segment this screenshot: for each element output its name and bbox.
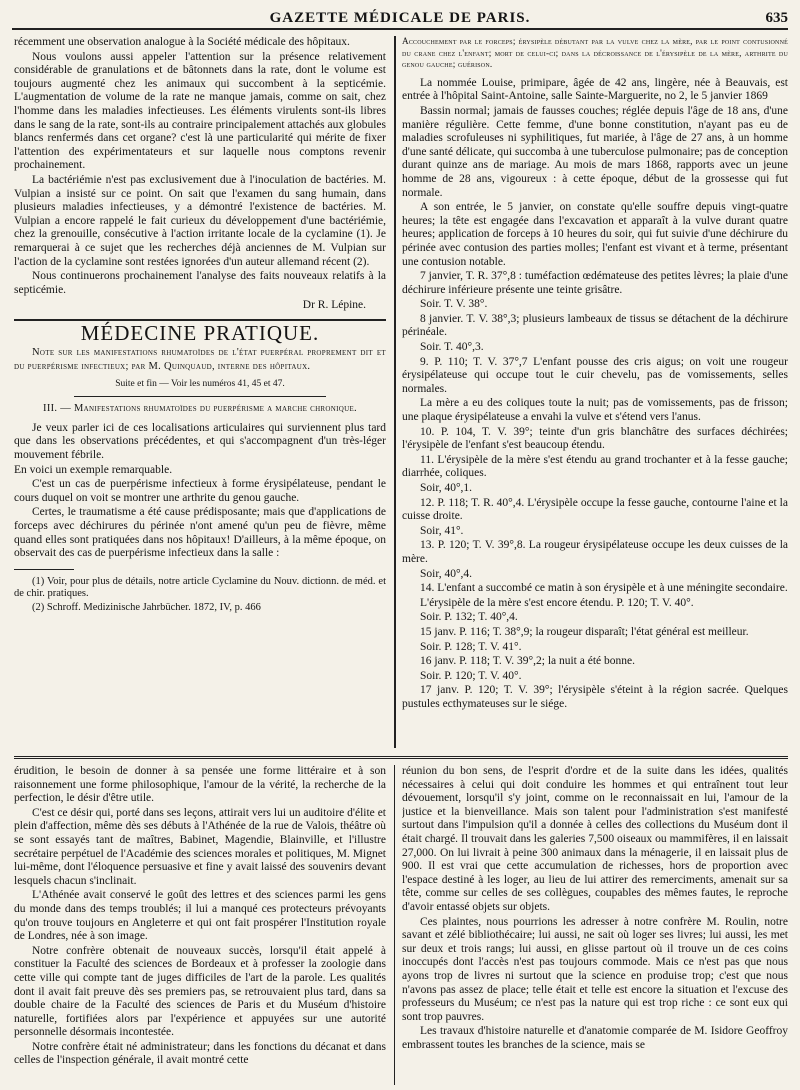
section-title: MÉDECINE PRATIQUE. bbox=[80, 320, 320, 345]
bottom-right-column bbox=[402, 765, 788, 1087]
paragraph: A son entrée, le 5 janvier, on constate qu'elle souffre depuis vingt-quatre heures; la tête est engagée dans l'excavation et apparaît à la vulve durant quatre heures; application de forceps à 10 heures du soir, qui fut suivie d'une déchirure du périnée avec contusion des parties molles; l'enfant est vivant et à terme, présentant une contusion notable. bbox=[402, 201, 788, 268]
case-heading: Accouchement par le forceps; érysipèle débutant par la vulve chez la mère, par le point contusionné du crane chez l'enfant; mort de celui-ci; dans la décroissance de l'érysipèle de la mère, arthrite du genou gauche; guérison. bbox=[402, 36, 788, 70]
part-title: III. — Manifestations rhumatoïdes du puerpérisme a marche chronique. bbox=[43, 403, 357, 415]
paragraph: 13. P. 120; T. V. 39°,8. La rougeur érysipélateuse occupe les deux cuisses de la mère. bbox=[402, 539, 788, 565]
paragraph: C'est un cas de puerpérisme infectieux à forme érysipélateuse, pendant le cours duquel on voit se montrer une arthrite du genou gauche. bbox=[14, 478, 386, 504]
paragraph: Soir. P. 132; T. 40°,4. bbox=[420, 611, 518, 624]
paragraph: Soir, 41°. bbox=[420, 524, 464, 537]
paragraph: Bassin normal; jamais de fausses couches; réglée depuis l'âge de 18 ans, d'une manière régulière. Cette femme, d'une bonne constitution, n'ayant pas eu de maladies scrofuleuses ni syphilitiques, fut mariée, à l'âge de 27 ans, à un homme d'une santé délicate, qui succomba à une tuberculose pulmonaire; pas de conception durant quinze ans de mariage. Au mois de mars 1868, rapports avec un jeune homme de 28 ans, vigoureux : à cette époque, début de la grossesse qui fut normale. bbox=[402, 104, 788, 199]
paragraph: Soir. P. 120; T. V. 40°. bbox=[420, 669, 522, 682]
paragraph: L'érysipèle de la mère s'est encore étendu. P. 120; T. V. 40°. bbox=[420, 596, 694, 609]
paragraph: Notre confrère obtenait de nouveaux succès, lorsqu'il était appelé à constituer la Faculté des sciences de Bordeaux et à professer la zoologie dans cette ville qui compte tant de juges difficiles de l'art de la parole. Les qualités dont il avait fait preuve dès ses premiers pas, se retrouvaient plus tard, dans sa double chaire de la Faculté des sciences de Paris et du Muséum d'histoire naturelle, fortifiées alors par l'expérience et appuyées sur une autorité personnelle désormais incontestée. bbox=[14, 944, 386, 1039]
author-signature: Dr R. Lépine. bbox=[302, 299, 366, 312]
article-title: Note sur les manifestations rhumatoïdes de l'état puerpéral proprement dit et du puerpérisme infectieux; par M. Quinquaud, interne des hôpitaux. bbox=[14, 347, 386, 373]
paragraph: Ces plaintes, nous pourrions les adresser à notre confrère M. Roulin, notre savant et zélé bibliothécaire; lui aussi, ne sait où loger ses livres; lui aussi, les met sur deux et trois rangs; lui aussi, en glisse partout où il trouve un de ces coins inoccupés dont l'accès n'est pas toujours commode. Mais ce n'est pas que nous ayons trop de livres ni surtout que la science en produise trop; c'est que nous n'avons pas assez de place; telle était et telle est encore la situation et l'excuse des professeurs du Muséum; ce n'est pas la nature qui est trop riche : ce sont eux qui sont trop pauvres. bbox=[402, 915, 788, 1023]
paragraph: Notre confrère était né administrateur; dans les fonctions du décanat et dans celles de l'inspection générale, il avait montré cette bbox=[14, 1040, 386, 1067]
feuilleton-rule bbox=[14, 756, 788, 759]
paragraph: récemment une observation analogue à la Société médicale des hôpitaux. bbox=[14, 36, 350, 48]
column-divider bbox=[394, 36, 396, 748]
paragraph: 11. L'érysipèle de la mère s'est étendu au grand trochanter et à la fesse gauche; diarrhée, coliques. bbox=[402, 453, 788, 480]
paragraph: La bactériémie n'est pas exclusivement due à l'inoculation de bactéries. M. Vulpian a insisté sur ce point. On sait que l'examen du sang humain, dans plusieurs maladies infectieuses, y a démontré l'existence de bactéries. M. Vulpian a encore rappelé le fait curieux du développement d'une bactériémie, chez la grenouille, consécutive à l'action irritante locale de la cyclamine (1). Je remarquerai à ce sujet que les recherches déjà anciennes de M. Vulpian sur l'action de la cyclamine sont restées ignorées d'un auteur allemand récent (2). bbox=[14, 173, 386, 268]
paragraph: Certes, le traumatisme a été cause prédisposante; mais que d'applications de forceps avec déchirures du périnée n'ont amené qu'un peu de fièvre, même quand elles sont pratiquées dans nos hôpitaux! D'ailleurs, à la même époque, on observait des cas de puerpérisme infectieux dans la salle : bbox=[14, 506, 386, 560]
journal-title: GAZETTE MÉDICALE DE PARIS. bbox=[269, 10, 531, 26]
page-number: 635 bbox=[765, 10, 788, 26]
paragraph: C'est ce désir qui, porté dans ses leçons, attirait vers lui un auditoire d'élite et plein d'affection, même dès ses débuts à l'Athénée de la rue de Valois, théâtre où se sont essayés tant de maîtres, Babinet, Magendie, Blainville, et l'illustre secrétaire perpétuel de l'Académie des sciences morales et politiques, M. Mignet lui-même, dont l'éloquence persuasive et fine y avait laissé des souvenirs devant lesquels chacun s'inclinait. bbox=[14, 806, 386, 887]
paragraph: Soir. P. 128; T. V. 41°. bbox=[420, 640, 522, 653]
paragraph: 10. P. 104, T. V. 39°; teinte d'un gris blanchâtre des surfaces déchirées; l'érysipèle de l'enfant s'est beaucoup étendu. bbox=[402, 425, 788, 452]
paragraph: Les travaux d'histoire naturelle et d'anatomie comparée de M. Isidore Geoffroy embrassent toutes les branches de la science, mais se bbox=[402, 1025, 788, 1051]
paragraph: L'Athénée avait conservé le goût des lettres et des sciences parmi les gens du monde dans des temps troublés; il lui a manqué ces protecteurs prévoyants qu'on trouve toujours en Angleterre et qui ont fait prospérer l'Institution royale de Londres, née à son image. bbox=[14, 889, 386, 943]
paragraph: La mère a eu des coliques toute la nuit; pas de vomissements, pas de frisson; une plaque érysipélateuse a envahi la vulve et s'étend vers l'anus. bbox=[402, 397, 788, 424]
bottom-left-column bbox=[14, 765, 386, 1087]
paragraph: 15 janv. P. 116; T. 38°,9; la rougeur disparaît; l'état général est meilleur. bbox=[420, 625, 749, 638]
paragraph: Soir, 40°,4. bbox=[420, 567, 473, 580]
paragraph: réunion du bon sens, de l'esprit d'ordre et de la suite dans les idées, qualités nécessaires à celui qui doit conduire les hommes et qui entraînent tout leur dévouement, lorsqu'il s'y joint, comme on le reconnaissait en lui, l'amour de la justice et la bienveillance. Mais son talent pour l'administration s'est manifesté surtout dans l'impulsion qu'il a donnée à celles des collections du Muséum dont il était chargé. Il trouvait dans les galeries 7,500 oiseaux ou mammifères, il en laissait 27,000. On lui livrait à peine 300 animaux dans la ménagerie, il en laissait plus de 900. Il est vrai que cette accumulation de richesses, hors de proportion avec l'espace destiné à les loger, au lieu de lui attirer des remerciments, amenait sur sa tête, comme sur celles de ses collègues, coupables des mêmes fautes, le reproche d'avoir entassé objets sur objets. bbox=[402, 765, 788, 913]
left-column bbox=[14, 36, 386, 748]
paragraph: Nous voulons aussi appeler l'attention sur la présence relativement considérable de granulations et de bâtonnets dans la rate, dont le volume est toujours augmenté chez les animaux qui succombent à la septicémie. L'augmentation de volume de la rate ne manque jamais, comme on sait, chez l'homme dans les maladies infectieuses. Les éléments virulents sont-ils libres dans le sang de la rate, sont-ils au contraire principalement attachés aux globules blancs renfermés dans cet organe? c'est là une particularité qui mérite de fixer l'attention des expérimentateurs et sur laquelle nous comptons revenir prochainement. bbox=[14, 50, 386, 172]
paragraph: 14. L'enfant a succombé ce matin à son érysipèle et à une méningite secondaire. bbox=[420, 582, 788, 595]
column-divider bbox=[394, 765, 395, 1085]
paragraph: Soir. T. 40°,3. bbox=[420, 341, 484, 354]
paragraph: érudition, le besoin de donner à sa pensée une forme littéraire et à son raisonnement une forme philosophique, l'amour de la vérité, la recherche de la perfection, le désir d'être utile. bbox=[14, 765, 386, 805]
footnote: (2) Schroff. Medizinische Jahrbücher. 1872, IV, p. 466 bbox=[32, 601, 261, 613]
continuation-note: Suite et fin — Voir les numéros 41, 45 et 47. bbox=[115, 378, 285, 389]
footnote: (1) Voir, pour plus de détails, notre article Cyclamine du Nouv. dictionn. de méd. et de chir. pratiques. bbox=[14, 575, 386, 600]
paragraph: 9. P. 110; T. V. 37°,7 L'enfant pousse des cris aigus; on voit une rougeur érysipélateuse qui occupe tout le cuir chevelu, pas de vomissements, selles normales. bbox=[402, 355, 788, 395]
paragraph: 8 janvier. T. V. 38°,3; plusieurs lambeaux de tissus se détachent de la déchirure périnéale. bbox=[402, 312, 788, 339]
right-column bbox=[402, 36, 788, 748]
page-header bbox=[12, 6, 788, 30]
paragraph: La nommée Louise, primipare, âgée de 42 ans, lingère, née à Beauvais, est entrée à l'hôpital Saint-Antoine, salle Sainte-Marguerite, no 2, le 5 janvier 1869 bbox=[402, 76, 788, 103]
paragraph: 12. P. 118; T. R. 40°,4. L'érysipèle occupe la fesse gauche, contourne l'aine et la cuisse droite. bbox=[402, 496, 788, 523]
paragraph: 16 janv. P. 118; T. V. 39°,2; la nuit a été bonne. bbox=[420, 655, 635, 668]
paragraph: Je veux parler ici de ces localisations articulaires qui surviennent plus tard que dans les observations précédentes, et qui s'accompagnent d'un très-léger mouvement fébrile. bbox=[14, 421, 386, 462]
paragraph: Soir, 40°,1. bbox=[420, 482, 473, 494]
divider bbox=[74, 396, 326, 397]
footnote-rule bbox=[14, 569, 74, 570]
paragraph: 17 janv. P. 120; T. V. 39°; l'érysipèle s'éteint à la région sacrée. Quelques pustules ecthymateuses sur le siége. bbox=[402, 684, 788, 710]
paragraph: 7 janvier, T. R. 37°,8 : tuméfaction œdémateuse des petites lèvres; la plaie d'une déchirure inférieure présente une teinte grisâtre. bbox=[402, 270, 788, 296]
paragraph: Soir. T. V. 38°. bbox=[420, 298, 488, 311]
paragraph: Nous continuerons prochainement l'analyse des faits nouveaux relatifs à la septicémie. bbox=[14, 270, 386, 296]
paragraph: En voici un exemple remarquable. bbox=[14, 463, 173, 476]
